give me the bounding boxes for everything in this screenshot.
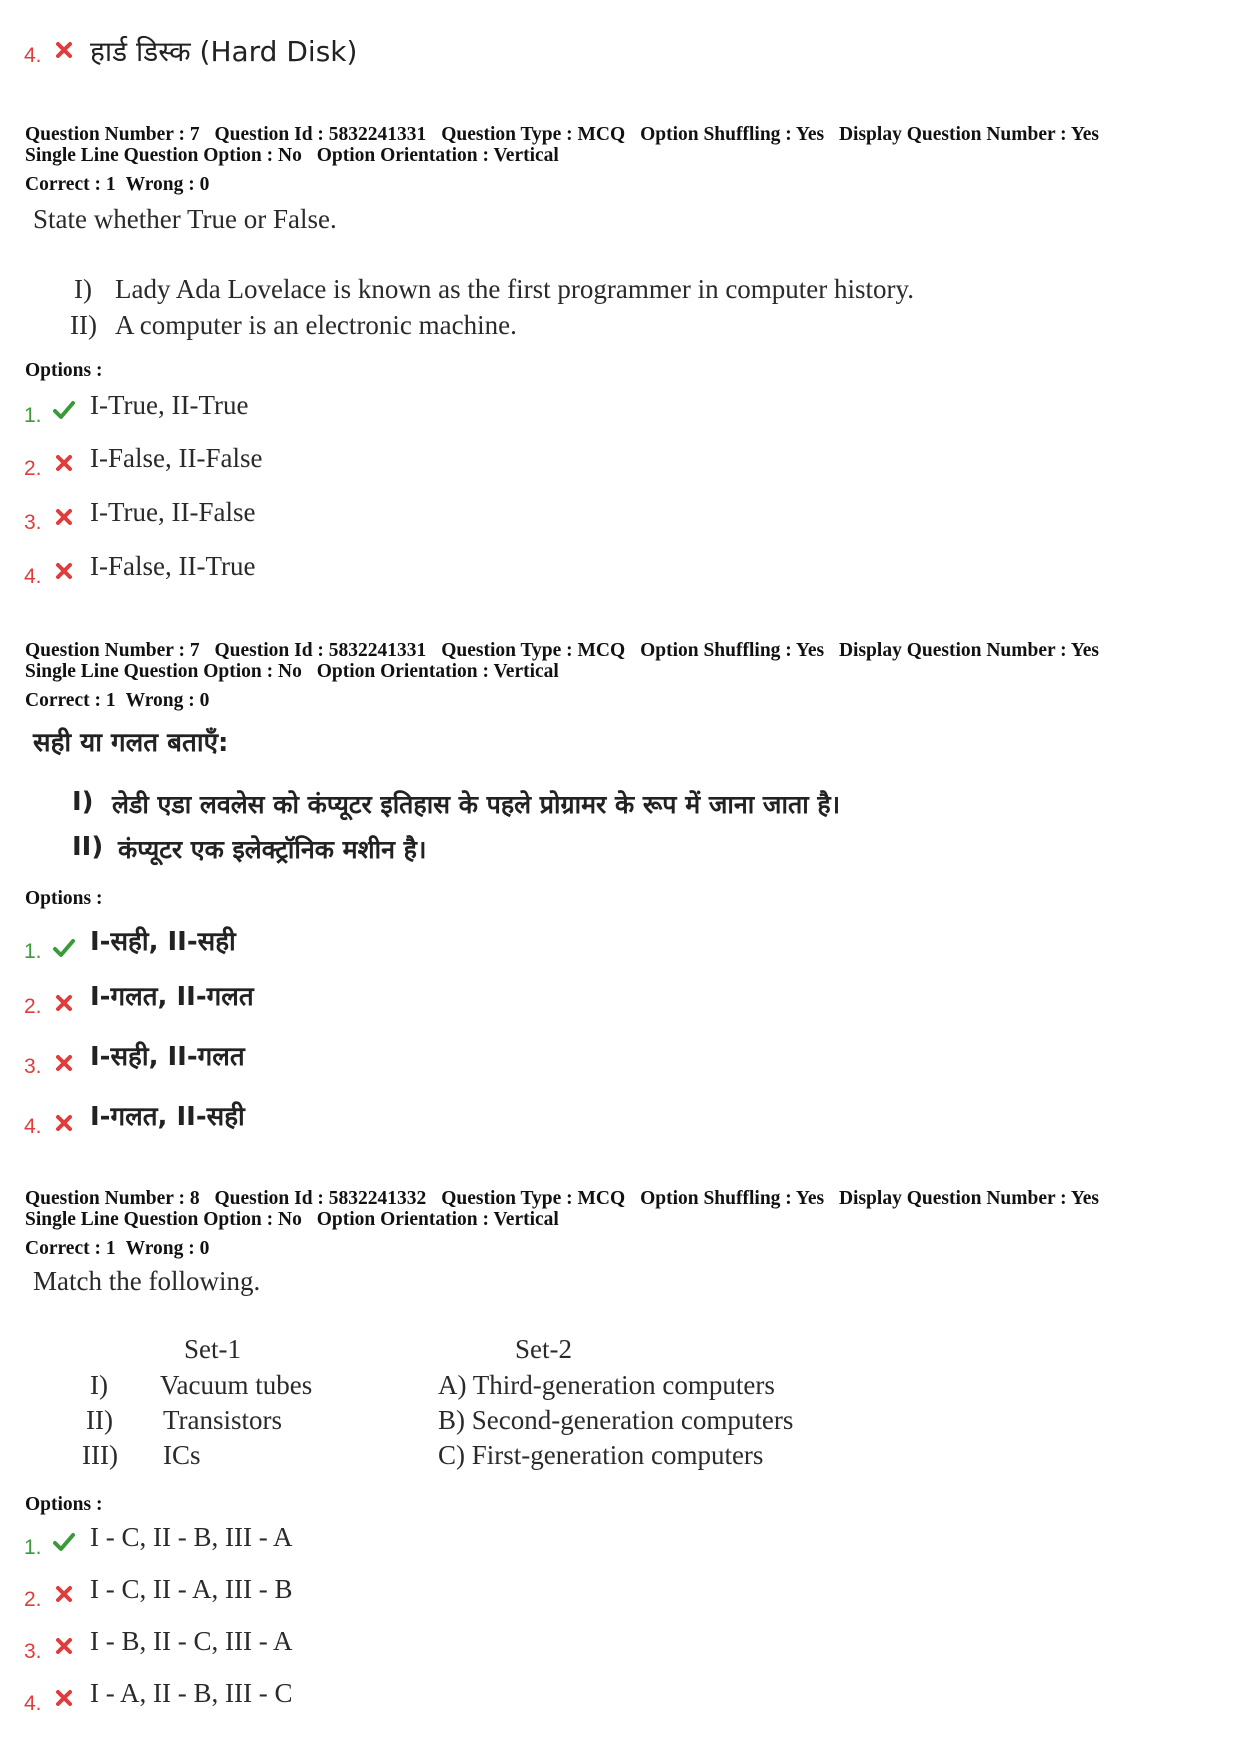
- option-text: I-सही, II-गलत: [90, 1042, 245, 1072]
- meta-question-number: Question Number : 8: [25, 1188, 200, 1209]
- question-meta: [25, 124, 1099, 166]
- match-row-number: III): [82, 1440, 118, 1470]
- meta-display-number: Display Question Number : Yes: [838, 124, 1099, 145]
- option-number: 2.: [24, 995, 42, 1018]
- meta-question-id: Question Id : 5832241331: [214, 640, 427, 661]
- meta-option-shuffling: Option Shuffling : Yes: [640, 1188, 825, 1209]
- option-number: 3.: [24, 511, 42, 534]
- score-info: [25, 690, 209, 712]
- correct-check-icon: [52, 1530, 76, 1554]
- match-row-answer: C) First-generation computers: [438, 1440, 764, 1470]
- meta-question-number: Question Number : 7: [25, 124, 200, 145]
- options-label: Options :: [25, 888, 103, 909]
- question-meta: [25, 640, 1099, 682]
- correct-check-icon: [52, 936, 76, 960]
- match-row-number: II): [86, 1405, 113, 1435]
- meta-display-number: Display Question Number : Yes: [838, 640, 1099, 661]
- match-row-number: I): [90, 1370, 108, 1400]
- option-number: 4.: [24, 1115, 42, 1138]
- correct-score: Correct : 1: [25, 690, 116, 711]
- meta-single-line: Single Line Question Option : No: [25, 1209, 302, 1230]
- meta-orientation: Option Orientation : Vertical: [316, 1209, 559, 1230]
- set1-heading: Set-1: [184, 1334, 241, 1364]
- option-text: I-True, II-True: [90, 390, 249, 420]
- wrong-cross-icon: [52, 451, 76, 475]
- option-number: 4.: [24, 565, 42, 588]
- option-number: 1.: [24, 404, 42, 427]
- wrong-cross-icon: [52, 1634, 76, 1658]
- option-text: I-True, II-False: [90, 497, 256, 527]
- option-text: I - C, II - A, III - B: [90, 1574, 293, 1604]
- question-meta: [25, 1188, 1099, 1230]
- wrong-cross-icon: [52, 505, 76, 529]
- match-row-item: ICs: [163, 1440, 201, 1470]
- statement-text: कंप्यूटर एक इलेक्ट्रॉनिक मशीन है।: [118, 835, 427, 864]
- statement-text: Lady Ada Lovelace is known as the first programmer in computer history.: [115, 274, 915, 304]
- option-text: I - A, II - B, III - C: [90, 1678, 293, 1708]
- meta-question-id: Question Id : 5832241332: [214, 1188, 427, 1209]
- match-row-item: Transistors: [163, 1405, 283, 1435]
- set2-heading: Set-2: [515, 1334, 572, 1364]
- option-number: 3.: [24, 1055, 42, 1078]
- wrong-cross-icon: [52, 1111, 76, 1135]
- option-number: 4.: [24, 44, 42, 67]
- options-label: Options :: [25, 1494, 103, 1515]
- wrong-cross-icon: [52, 38, 76, 62]
- match-row-item: Vacuum tubes: [160, 1370, 313, 1400]
- meta-question-type: Question Type : MCQ: [441, 640, 626, 661]
- score-info: [25, 174, 209, 196]
- wrong-cross-icon: [52, 1051, 76, 1075]
- meta-question-number: Question Number : 7: [25, 640, 200, 661]
- options-label: Options :: [25, 360, 103, 381]
- correct-score: Correct : 1: [25, 174, 116, 195]
- option-text: I-False, II-False: [90, 443, 263, 473]
- option-text: I - B, II - C, III - A: [90, 1626, 293, 1656]
- option-number: 3.: [24, 1640, 42, 1663]
- option-number: 4.: [24, 1692, 42, 1715]
- correct-score: Correct : 1: [25, 1238, 116, 1259]
- question-prompt: Match the following.: [33, 1266, 261, 1296]
- match-row-answer: A) Third-generation computers: [438, 1370, 775, 1400]
- meta-option-shuffling: Option Shuffling : Yes: [640, 124, 825, 145]
- option-text: I - C, II - B, III - A: [90, 1522, 293, 1552]
- score-info: [25, 1238, 209, 1260]
- option-number: 2.: [24, 1588, 42, 1611]
- option-number: 2.: [24, 457, 42, 480]
- wrong-cross-icon: [52, 1582, 76, 1606]
- wrong-cross-icon: [52, 991, 76, 1015]
- meta-question-id: Question Id : 5832241331: [214, 124, 427, 145]
- meta-orientation: Option Orientation : Vertical: [316, 145, 559, 166]
- option-number: 1.: [24, 940, 42, 963]
- meta-single-line: Single Line Question Option : No: [25, 661, 302, 682]
- meta-question-type: Question Type : MCQ: [441, 1188, 626, 1209]
- wrong-cross-icon: [52, 1686, 76, 1710]
- meta-option-shuffling: Option Shuffling : Yes: [640, 640, 825, 661]
- meta-single-line: Single Line Question Option : No: [25, 145, 302, 166]
- meta-display-number: Display Question Number : Yes: [838, 1188, 1099, 1209]
- wrong-score: Wrong : 0: [125, 174, 210, 195]
- option-text: I-सही, II-सही: [90, 927, 236, 957]
- meta-question-type: Question Type : MCQ: [441, 124, 626, 145]
- option-text: हार्ड डिस्क (Hard Disk): [90, 35, 358, 68]
- option-text: I-गलत, II-सही: [90, 1102, 245, 1132]
- option-text: I-गलत, II-गलत: [90, 982, 254, 1012]
- match-row-answer: B) Second-generation computers: [438, 1405, 794, 1435]
- wrong-score: Wrong : 0: [125, 690, 210, 711]
- statement-text: A computer is an electronic machine.: [115, 310, 517, 340]
- option-number: 1.: [24, 1536, 42, 1559]
- question-prompt: सही या गलत बताएँ:: [33, 728, 229, 758]
- option-text: I-False, II-True: [90, 551, 256, 581]
- statement-number: I): [72, 787, 94, 817]
- meta-orientation: Option Orientation : Vertical: [316, 661, 559, 682]
- statement-number: II): [70, 310, 97, 340]
- wrong-cross-icon: [52, 559, 76, 583]
- statement-number: I): [74, 274, 92, 304]
- wrong-score: Wrong : 0: [125, 1238, 210, 1259]
- question-prompt: State whether True or False.: [33, 204, 337, 234]
- statement-number: II): [72, 832, 104, 862]
- correct-check-icon: [52, 398, 76, 422]
- statement-text: लेडी एडा लवलेस को कंप्यूटर इतिहास के पहले प्रोग्रामर के रूप में जाना जाता है।: [112, 790, 841, 819]
